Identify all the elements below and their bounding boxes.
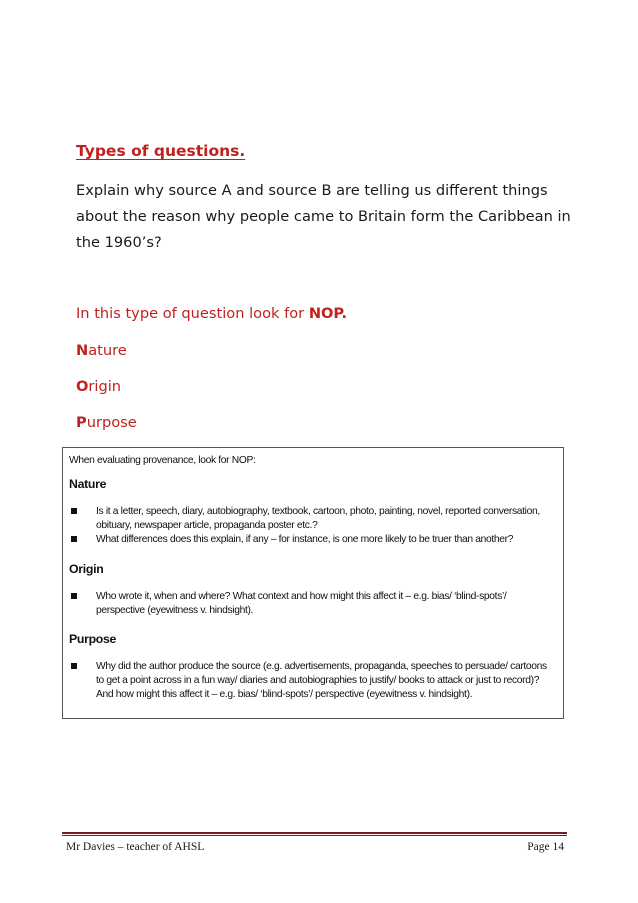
list-item <box>71 660 553 702</box>
nature-heading: Nature <box>69 477 107 491</box>
bullet-text: Why did the author produce the source (e.g. advertisements, propaganda, speeches to persuade/ cartoons to get a point across in a fun way/ diaries and autobiographies to justify/ books to attack or just to record)? And how might this affect it – e.g. bias/ ‘blind-spots’/ perspective (eyewitness v. hindsight). <box>96 661 547 700</box>
nop-rest: urpose <box>86 414 137 431</box>
nop-initial: P <box>76 414 87 431</box>
bullet-square-icon <box>71 663 77 669</box>
nop-instruction <box>76 305 347 322</box>
nop-initial: O <box>76 378 89 395</box>
list-item <box>71 505 553 533</box>
section-heading: Types of questions. <box>76 142 246 160</box>
nop-initial: N <box>76 342 89 359</box>
box-intro: When evaluating provenance, look for NOP: <box>69 455 256 466</box>
instruction-emphasis: NOP. <box>308 305 347 322</box>
nop-rest: rigin <box>88 378 122 395</box>
bullet-square-icon <box>71 508 77 514</box>
bullet-text: Who wrote it, when and where? What context and how might this affect it – e.g. bias/ ‘blind-spots’/ perspective (eyewitness v. hindsight). <box>96 591 507 616</box>
instruction-text: In this type of question look for <box>76 305 309 322</box>
nop-origin <box>76 378 121 395</box>
nop-purpose <box>76 414 137 431</box>
bullet-text: What differences does this explain, if any – for instance, is one more likely to be truer than another? <box>96 534 514 545</box>
purpose-heading: Purpose <box>69 632 117 646</box>
page-number: Page 14 <box>527 841 564 853</box>
nop-nature <box>76 342 127 359</box>
footer-divider <box>62 835 567 836</box>
list-item <box>71 533 553 547</box>
footer-divider <box>62 832 567 834</box>
origin-heading: Origin <box>69 562 104 576</box>
bullet-square-icon <box>71 536 77 542</box>
nop-rest: ature <box>88 342 127 359</box>
footer-author: Mr Davies – teacher of AHSL <box>66 841 205 853</box>
bullet-square-icon <box>71 593 77 599</box>
bullet-text: Is it a letter, speech, diary, autobiography, textbook, cartoon, photo, painting, novel, reported conversation, obituary, newspaper article, propaganda poster etc.? <box>96 506 540 531</box>
nop-guidance-box <box>62 447 564 719</box>
exam-question: Explain why source A and source B are telling us different things about the reason why people came to Britain form the Caribbean in the 1960’s? <box>76 182 571 251</box>
list-item <box>71 590 553 618</box>
